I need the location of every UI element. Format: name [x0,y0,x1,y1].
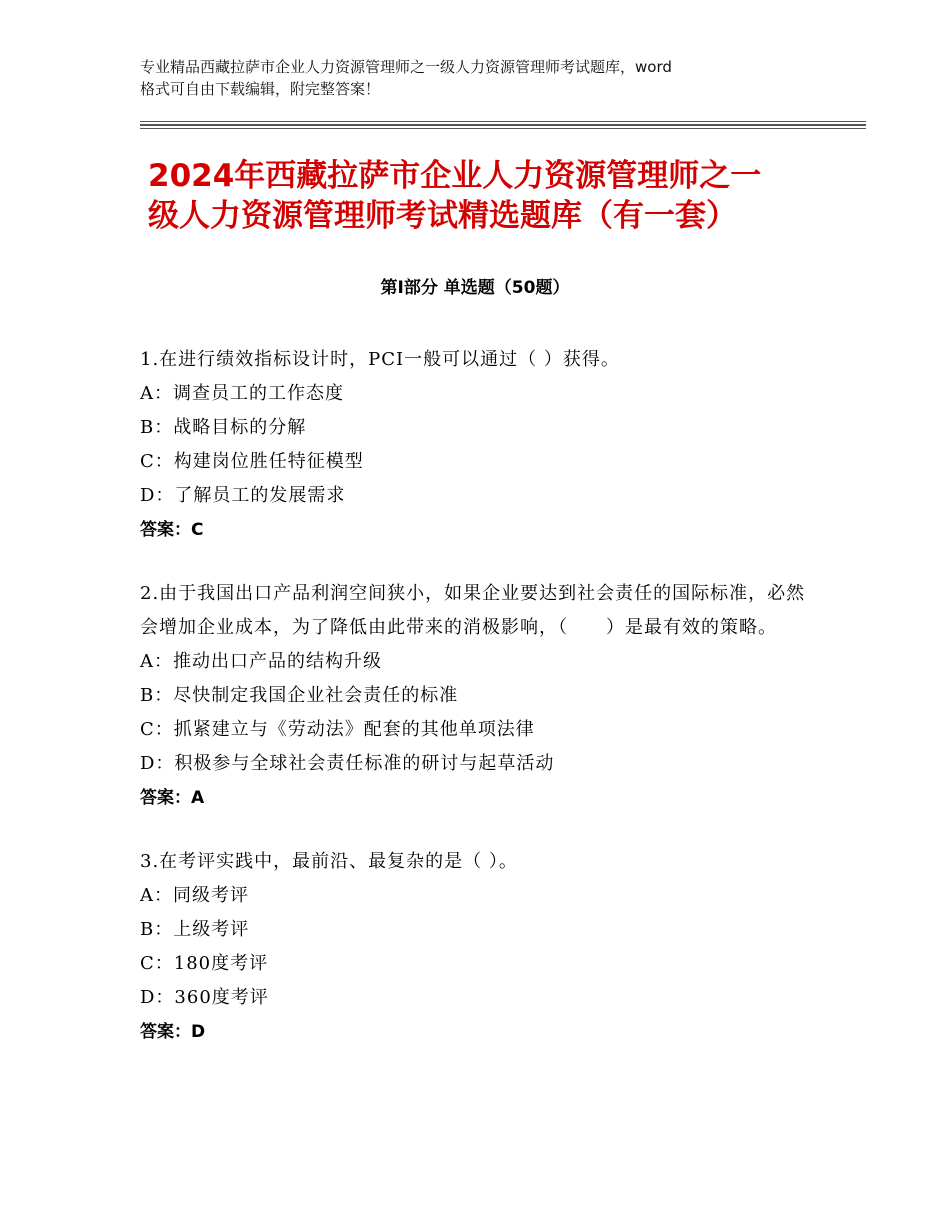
header-divider-middle [140,124,866,126]
question-answer: 答案：A [140,788,205,808]
question-option-c: C：构建岗位胜任特征模型 [140,451,364,472]
question-stem: 3.在考评实践中，最前沿、最复杂的是（ ）。 [140,851,518,872]
header-divider-bottom [140,128,866,129]
header-note-line-2: 格式可自由下载编辑，附完整答案！ [140,80,381,98]
question-option-d: D：了解员工的发展需求 [140,485,346,506]
question-option-c: C：抓紧建立与《劳动法》配套的其他单项法律 [140,719,535,740]
question-item [140,343,806,547]
header-note-line-1: 专业精品西藏拉萨市企业人力资源管理师之一级人力资源管理师考试题库，word [140,58,672,76]
question-option-a: A：调查员工的工作态度 [140,383,344,404]
header-divider-top [140,121,866,122]
header-note [140,56,820,100]
question-option-c: C：180度考评 [140,953,269,974]
question-option-b: B：上级考评 [140,919,250,940]
question-option-d: D：360度考评 [140,987,269,1008]
question-option-b: B：战略目标的分解 [140,417,307,438]
question-option-a: A：同级考评 [140,885,249,906]
section-heading: 第Ⅰ部分 单选题（50题） [380,278,570,298]
document-title-line-1: 2024年西藏拉萨市企业人力资源管理师之一 [148,158,762,194]
question-item [140,577,806,815]
question-list [140,343,806,1079]
document-title-line-2: 级人力资源管理师考试精选题库（有一套） [148,198,737,234]
question-stem: 2.由于我国出口产品利润空间狭小，如果企业要达到社会责任的国际标准，必然会增加企业成本，为了降低由此带来的消极影响，（ ）是最有效的策略。 [140,583,806,638]
question-item [140,845,806,1049]
document-title [148,156,848,236]
question-option-d: D：积极参与全球社会责任标准的研讨与起草活动 [140,753,555,774]
question-answer: 答案：C [140,520,204,540]
question-option-a: A：推动出口产品的结构升级 [140,651,382,672]
question-option-b: B：尽快制定我国企业社会责任的标准 [140,685,459,706]
question-stem: 1.在进行绩效指标设计时，PCI一般可以通过（ ）获得。 [140,349,620,370]
question-answer: 答案：D [140,1022,206,1042]
